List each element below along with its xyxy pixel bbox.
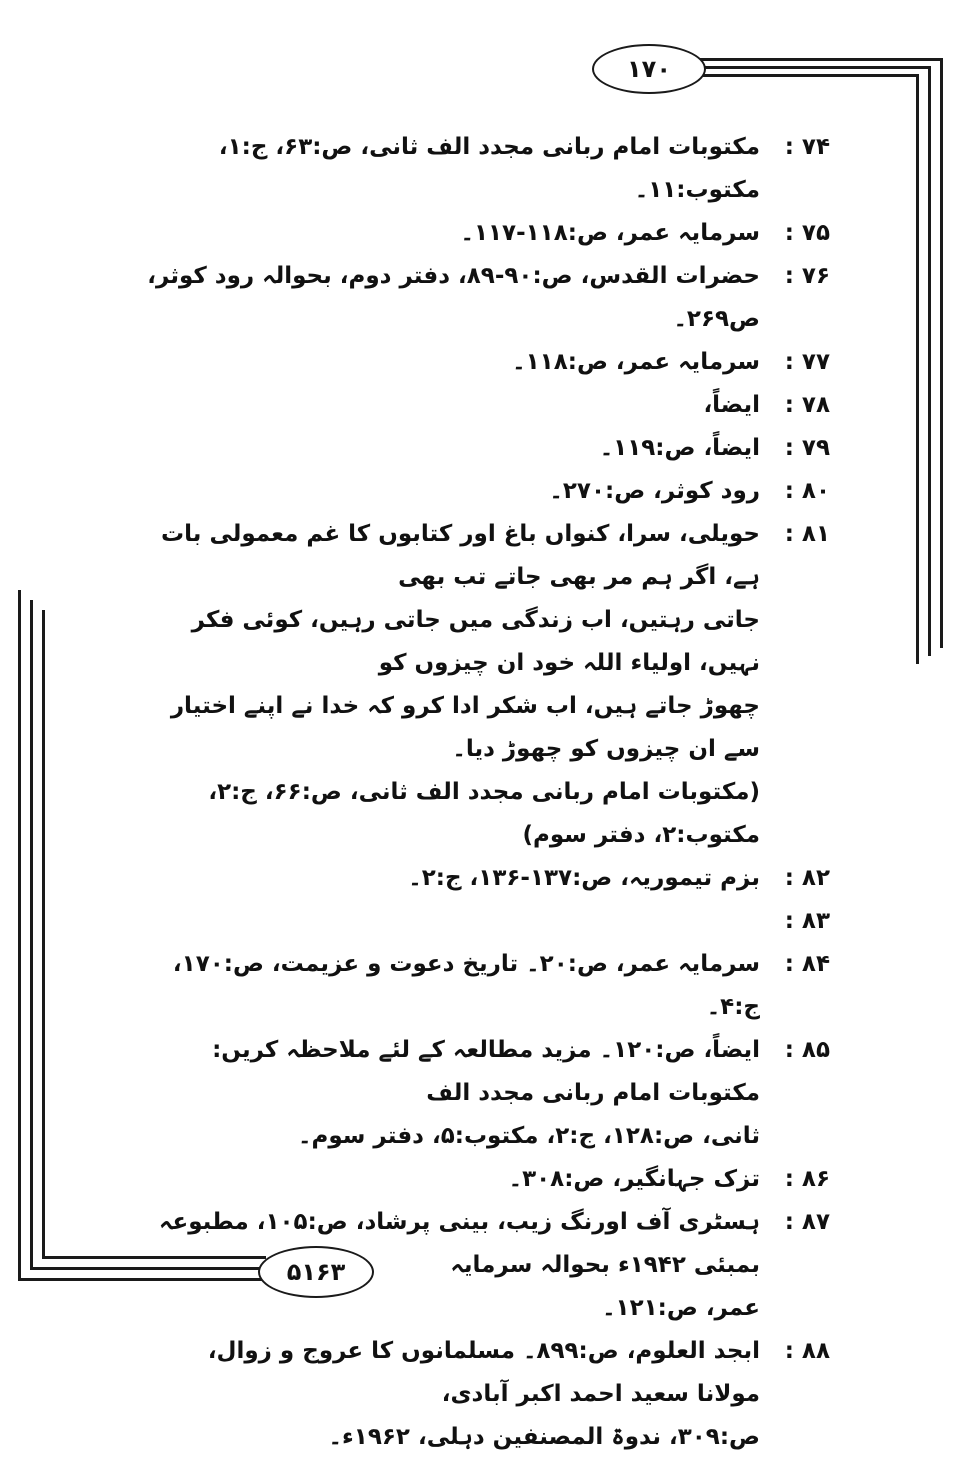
endnote-number: ۸۳ :	[784, 908, 830, 934]
frame-left-line-2	[30, 600, 33, 1268]
frame-right-line-2	[928, 66, 931, 656]
frame-right-line-1	[940, 58, 943, 648]
endnote-number: ۸۶ :	[784, 1166, 830, 1192]
endnote-text-line: مکتوبات امام ربانی مجدد الف ثانی، ص:۶۳، ج:۱، مکتوب:۱۱۔	[218, 134, 760, 203]
endnote-item	[140, 900, 830, 943]
endnote-text	[140, 255, 760, 341]
endnote-text-line: چھوڑ جاتے ہیں، اب شکر ادا کرو کہ خدا نے اپنے اختیار سے ان چیزوں کو چھوڑ دیا۔	[170, 693, 760, 762]
frame-top-line-2	[690, 66, 930, 69]
endnote-item	[140, 212, 830, 255]
endnote-text-line: سرمایہ عمر، ص:۱۱۸۔	[512, 349, 760, 375]
endnote-item	[140, 126, 830, 212]
endnote-text-line: ایضاً،	[703, 392, 760, 418]
endnote-text-line: عمر، ص:۱۲۱۔	[602, 1295, 760, 1321]
endnote-number: ۸۵ :	[784, 1037, 830, 1063]
endnote-text	[140, 900, 760, 943]
endnote-text-line: تزک جہانگیر، ص:۳۰۸۔	[508, 1166, 760, 1192]
endnote-text-line: ایضاً، ص:۱۱۹۔	[599, 435, 760, 461]
endnote-item	[140, 470, 830, 513]
page-number-bottom: ۵۱۶۳	[258, 1246, 374, 1298]
endnote-text	[140, 943, 760, 1029]
endnote-text-line: ابجد العلوم، ص:۸۹۹۔ مسلمانوں کا عروج و زوال، مولانا سعید احمد اکبر آبادی،	[207, 1338, 760, 1407]
endnote-number: ۷۴ :	[784, 134, 830, 160]
endnote-number: ۸۷ :	[784, 1209, 830, 1235]
endnote-text-line: ص:۳۰۹، ندوۃ المصنفین دہلی، ۱۹۶۲ء۔	[328, 1424, 760, 1450]
endnote-text-line: ایضاً، ص:۱۲۰۔ مزید مطالعہ کے لئے ملاحظہ کریں: مکتوبات امام ربانی مجدد الف	[212, 1037, 760, 1106]
endnote-text	[140, 513, 760, 857]
endnote-item	[140, 1158, 830, 1201]
endnote-text-line: حضرات القدس، ص:۹۰-۸۹، دفتر دوم، بحوالہ رود کوثر، ص۲۶۹۔	[147, 263, 760, 332]
endnote-item	[140, 1201, 830, 1330]
endnotes-list	[140, 126, 830, 1459]
endnote-text-line: جاتی رہتیں، اب زندگی میں جاتی رہیں، کوئی فکر نہیں، اولیاء اللہ خود ان چیزوں کو	[191, 607, 760, 676]
endnote-text-line: ہسٹری آف اورنگ زیب، بینی پرشاد، ص:۱۰۵، مطبوعہ بمبئی ۱۹۴۲ء بحوالہ سرمایہ	[159, 1209, 760, 1278]
endnote-text-line: ثانی، ص:۱۲۸، ج:۲، مکتوب:۵، دفتر سوم۔	[298, 1123, 760, 1149]
frame-right-line-3	[916, 74, 919, 664]
endnote-item	[140, 1330, 830, 1459]
endnote-item	[140, 857, 830, 900]
endnote-number: ۸۲ :	[784, 865, 830, 891]
frame-left-line-1	[18, 590, 21, 1280]
endnote-text-line: رود کوثر، ص:۲۷۰۔	[549, 478, 760, 504]
endnote-number: ۸۱ :	[784, 521, 830, 547]
endnote-text	[140, 470, 760, 513]
endnote-number: ۸۰ :	[784, 478, 830, 504]
endnote-item	[140, 341, 830, 384]
endnote-text	[140, 857, 760, 900]
endnote-text	[140, 427, 760, 470]
endnote-text	[140, 341, 760, 384]
endnote-text-line: سرمایہ عمر، ص:۱۱۸-۱۱۷۔	[460, 220, 760, 246]
endnote-item	[140, 255, 830, 341]
endnote-number: ۸۸ :	[784, 1338, 830, 1364]
endnote-number: ۷۵ :	[784, 220, 830, 246]
frame-left-line-3	[42, 610, 45, 1256]
page-number-top: ۱۷۰	[592, 44, 706, 94]
endnote-text	[140, 1029, 760, 1158]
endnote-item	[140, 427, 830, 470]
endnote-text	[140, 1158, 760, 1201]
endnote-text	[140, 126, 760, 212]
endnote-item	[140, 513, 830, 857]
endnote-number: ۷۸ :	[784, 392, 830, 418]
endnote-text-line	[140, 900, 760, 943]
endnote-text-line: (مکتوبات امام ربانی مجدد الف ثانی، ص:۶۶، ج:۲، مکتوب:۲، دفتر سوم)	[208, 779, 760, 848]
endnote-number: ۷۹ :	[784, 435, 830, 461]
endnote-item	[140, 384, 830, 427]
endnote-text	[140, 1330, 760, 1459]
frame-top-line-3	[690, 74, 918, 77]
endnote-number: ۸۴ :	[784, 951, 830, 977]
endnote-number: ۷۶ :	[784, 263, 830, 289]
endnote-text	[140, 212, 760, 255]
endnote-text-line: بزم تیموریہ، ص:۱۳۷-۱۳۶، ج:۲۔	[408, 865, 760, 891]
endnote-number: ۷۷ :	[784, 349, 830, 375]
endnote-text-line: سرمایہ عمر، ص:۲۰۔ تاریخ دعوت و عزیمت، ص:۱۷۰، ج:۴۔	[172, 951, 760, 1020]
endnote-text	[140, 1201, 760, 1330]
endnote-item	[140, 1029, 830, 1158]
frame-top-line-1	[690, 58, 942, 61]
endnote-text	[140, 384, 760, 427]
endnote-item	[140, 943, 830, 1029]
endnote-text-line: حویلی، سرا، کنواں باغ اور کتابوں کا غم معمولی بات ہے، اگر ہم مر بھی جاتے تب بھی	[161, 521, 760, 590]
